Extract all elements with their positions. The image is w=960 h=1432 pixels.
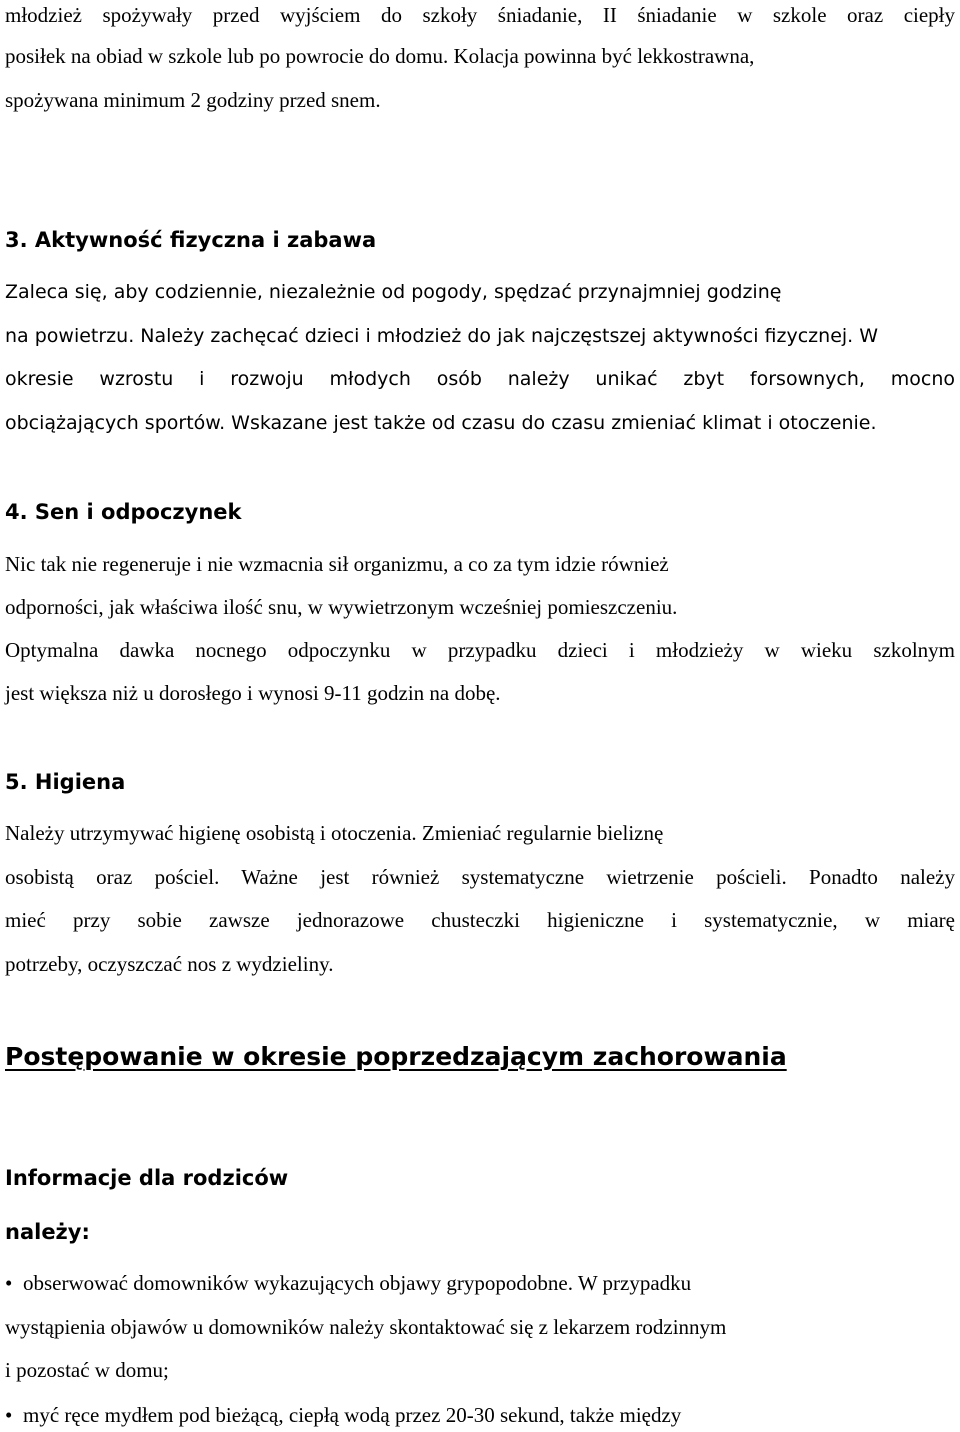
bullet-item-1-text-1: obserwować domowników wykazujących objawy grypopodobne. W przypadku xyxy=(23,1271,692,1295)
bullet-icon: • xyxy=(5,1271,13,1295)
section-3-line-1: Zaleca się, aby codziennie, niezależnie od pogody, spędzać przynajmniej godzinę xyxy=(5,281,782,303)
section-5-line-3: mieć przy sobie zawsze jednorazowe chusteczki higieniczne i systematycznie, w miarę xyxy=(5,908,955,932)
bullet-item-1-line-3: i pozostać w domu; xyxy=(5,1358,169,1382)
section-5-line-2: osobistą oraz pościel. Ważne jest również systematyczne wietrzenie pościeli. Ponadto należy xyxy=(5,865,955,889)
section-4-heading: 4. Sen i odpoczynek xyxy=(5,500,242,524)
section-5-line-4: potrzeby, oczyszczać nos z wydzieliny. xyxy=(5,952,334,976)
section-3-line-4: obciążających sportów. Wskazane jest także od czasu do czasu zmieniać klimat i otoczenie. xyxy=(5,412,877,434)
section-4-line-3: Optymalna dawka nocnego odpoczynku w przypadku dzieci i młodzieży w wieku szkolnym xyxy=(5,638,955,662)
bullet-item-2-text-1: myć ręce mydłem pod bieżącą, ciepłą wodą przez 20-30 sekund, także między xyxy=(23,1403,682,1427)
bullet-item-2-line-1 xyxy=(5,1402,681,1428)
intro-line-1: młodzież spożywały przed wyjściem do szkoły śniadanie, II śniadanie w szkole oraz ciepły xyxy=(5,3,955,27)
intro-line-3: spożywana minimum 2 godziny przed snem. xyxy=(5,88,381,112)
bullet-item-1-line-1 xyxy=(5,1270,691,1296)
intro-line-2: posiłek na obiad w szkole lub po powrocie do domu. Kolacja powinna być lekkostrawna, xyxy=(5,44,755,68)
section-3-line-3: okresie wzrostu i rozwoju młodych osób należy unikać zbyt forsownych, mocno xyxy=(5,368,955,390)
parents-heading: Informacje dla rodziców xyxy=(5,1166,289,1190)
section-4-line-1: Nic tak nie regeneruje i nie wzmacnia sił organizmu, a co za tym idzie również xyxy=(5,552,669,576)
section-3-line-2: na powietrzu. Należy zachęcać dzieci i młodzież do jak najczęstszej aktywności fizycznej. W xyxy=(5,325,879,347)
section-4-line-2: odporności, jak właściwa ilość snu, w wywietrzonym wcześniej pomieszczeniu. xyxy=(5,595,678,619)
section-3-heading: 3. Aktywność fizyczna i zabawa xyxy=(5,228,377,252)
bullet-item-1-line-2: wystąpienia objawów u domowników należy skontaktować się z lekarzem rodzinnym xyxy=(5,1315,727,1339)
main-heading: Postępowanie w okresie poprzedzającym zachorowania xyxy=(5,1042,787,1071)
section-4-line-4: jest większa niż u dorosłego i wynosi 9-11 godzin na dobę. xyxy=(5,681,501,705)
section-5-heading: 5. Higiena xyxy=(5,770,126,794)
parents-subheading: należy: xyxy=(5,1220,90,1244)
section-5-line-1: Należy utrzymywać higienę osobistą i otoczenia. Zmieniać regularnie bieliznę xyxy=(5,821,664,845)
bullet-icon: • xyxy=(5,1403,13,1427)
